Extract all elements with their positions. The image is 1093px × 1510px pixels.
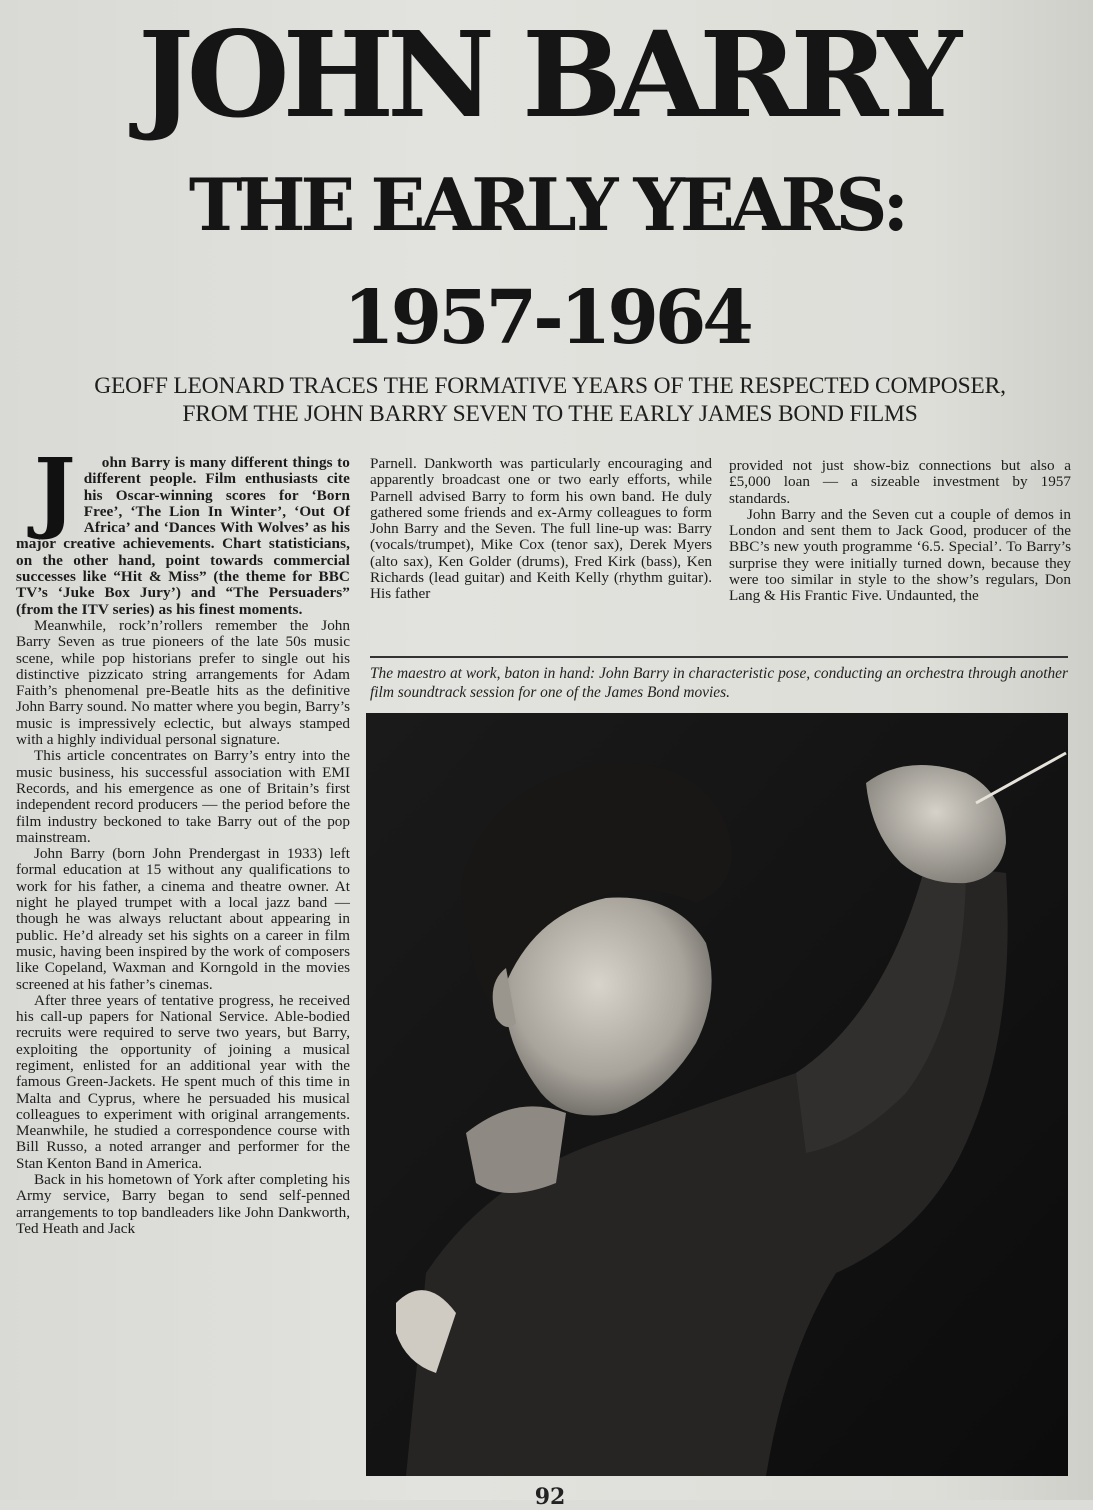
drop-cap: J <box>34 438 76 542</box>
body-paragraph: After three years of tentative progress, he received his call-up papers for National Service. Able-bodied recruits were required to serve two years, but Barry, exploiting the opportunity of joining a musical regiment, enlisted for an additional year with the famous Green-Jackets. He spent much of this time in Malta and Cyprus, where he persuaded his musical colleagues to experiment with original arrangements. Meanwhile, he studied a correspondence course with Bill Russo, a noted arranger and performer for the Stan Kenton Band in America. <box>16 991 350 1172</box>
article-column-3 <box>729 458 1071 605</box>
headline-name: JOHN BARRY <box>137 5 956 144</box>
photo-john-barry-conducting <box>366 713 1068 1476</box>
standfirst-line-2: FROM THE JOHN BARRY SEVEN TO THE EARLY JAMES BOND FILMS <box>182 401 918 427</box>
body-paragraph: Meanwhile, rock’n’rollers remember the John Barry Seven as true pioneers of the late 50s music scene, while pop historians prefer to single out his distinctive pizzicato string arrangements for Adam Faith’s phenomenal pre-Beatle hits as the definitive John Barry sound. No matter where you begin, Barry’s music is impressively eclectic, but always stamped with a highly individual personal signature. <box>16 616 350 749</box>
caption-rule <box>370 656 1068 658</box>
body-paragraph: provided not just show-biz connections but also a £5,000 loan — a sizeable investment by 1957 standards. <box>729 457 1071 507</box>
body-paragraph: This article concentrates on Barry’s entry into the music business, his successful association with EMI Records, and his emergence as one of Britain’s first independent record producers — the period before the film industry beckoned to take Barry out of the pop mainstream. <box>16 747 350 846</box>
body-paragraph: John Barry and the Seven cut a couple of demos in London and sent them to Jack Good, producer of the BBC’s new youth programme ‘6.5. Special’. To Barry’s surprise they were initially turned down, because they were too similar in style to the show’s regulars, Don Lang & His Frantic Five. Undaunted, the <box>729 505 1071 605</box>
standfirst <box>30 372 1070 428</box>
article-column-1 <box>16 438 350 1237</box>
body-paragraph: Back in his hometown of York after completing his Army service, Barry began to send self-penned arrangements to top bandleaders like John Dankworth, Ted Heath and Jack <box>16 1171 350 1237</box>
standfirst-line-1: GEOFF LEONARD TRACES THE FORMATIVE YEARS OF THE RESPECTED COMPOSER, <box>94 373 1006 399</box>
page-number: 92 <box>534 1484 566 1510</box>
conductor-photo-illustration <box>366 713 1068 1476</box>
body-paragraph: Parnell. Dankworth was particularly encouraging and apparently broadcast one or two early efforts, while Parnell advised Barry to form his own band. He duly gathered some friends and ex-Army colleagues to form John Barry and the Seven. The full line-up was: Barry (vocals/trumpet), Mike Cox (tenor sax), Derek Myers (alto sax), Ken Golder (drums), Fred Kirk (bass), Ken Richards (lead guitar) and Keith Kelly (rhythm guitar). His father <box>370 455 712 603</box>
body-paragraph: John Barry (born John Prendergast in 1933) left formal education at 15 without any qualifications to work for his father, a cinema and theatre owner. At night he played trumpet with a local jazz band — though he was always reluctant about appearing in public. He’d already set his sights on a career in film music, having been inspired by the work of composers like Copeland, Waxman and Korngold in the movies screened at his father’s cinemas. <box>16 845 350 993</box>
photo-caption: The maestro at work, baton in hand: John Barry in characteristic pose, conducting an orchestra through another film soundtrack session for one of the James Bond movies. <box>370 665 1068 701</box>
article-column-2 <box>370 456 712 603</box>
intro-text: ohn Barry is many different things to different people. Film enthusiasts cite his Oscar-winning scores for ‘Born Free’, ‘The Lion In Winter’, ‘Out Of Africa’ and ‘Dances With Wolves’ as his major creative achievements. Chart statisticians, on the other hand, point towards commercial successes like “Hit & Miss” (the theme for BBC TV’s ‘Juke Box Jury’) and “The Persuaders” (from the ITV series) as his finest moments. <box>16 454 350 618</box>
intro-paragraph <box>16 438 350 618</box>
headline-subtitle: THE EARLY YEARS: <box>188 162 905 247</box>
headline-years: 1957-1964 <box>343 275 750 361</box>
